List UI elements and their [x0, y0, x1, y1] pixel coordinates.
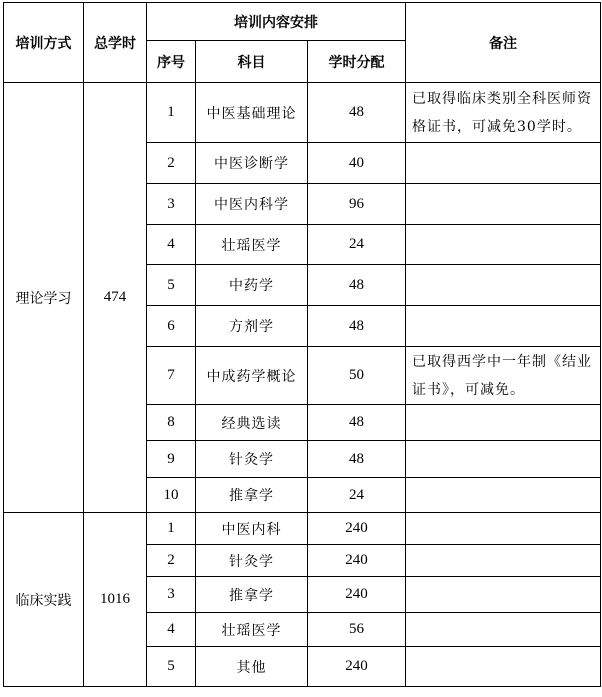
header-hours-alloc: 学时分配 [308, 41, 406, 83]
subject-cell: 其他 [196, 647, 308, 687]
header-content-arrangement: 培训内容安排 [147, 3, 406, 41]
subject-cell: 中药学 [196, 265, 308, 306]
seq-cell: 1 [147, 83, 196, 143]
hours-cell: 48 [308, 306, 406, 347]
hours-cell: 48 [308, 441, 406, 478]
remark-cell [406, 478, 601, 513]
training-schedule-table [3, 2, 601, 687]
seq-cell: 2 [147, 143, 196, 184]
table-row [4, 513, 601, 545]
remark-cell [406, 513, 601, 545]
subject-cell: 中成药学概论 [196, 347, 308, 405]
subject-cell: 针灸学 [196, 545, 308, 577]
hours-cell: 240 [308, 545, 406, 577]
seq-cell: 10 [147, 478, 196, 513]
hours-cell: 24 [308, 225, 406, 265]
seq-cell: 3 [147, 577, 196, 613]
seq-cell: 6 [147, 306, 196, 347]
seq-cell: 7 [147, 347, 196, 405]
subject-cell: 中医内科 [196, 513, 308, 545]
remark-cell [406, 306, 601, 347]
remark-cell [406, 441, 601, 478]
hours-cell: 240 [308, 513, 406, 545]
hours-cell: 48 [308, 405, 406, 441]
header-method: 培训方式 [4, 3, 84, 83]
remark-cell [406, 405, 601, 441]
hours-cell: 96 [308, 184, 406, 225]
subject-cell: 经典选读 [196, 405, 308, 441]
subject-cell: 推拿学 [196, 577, 308, 613]
hours-cell: 24 [308, 478, 406, 513]
remark-cell [406, 143, 601, 184]
header-subject: 科目 [196, 41, 308, 83]
remark-cell: 已取得西学中一年制《结业证书》，可减免。 [406, 347, 601, 405]
header-seq: 序号 [147, 41, 196, 83]
hours-cell: 50 [308, 347, 406, 405]
remark-cell [406, 225, 601, 265]
seq-cell: 9 [147, 441, 196, 478]
seq-cell: 5 [147, 265, 196, 306]
header-total-hours: 总学时 [84, 3, 147, 83]
subject-cell: 壮瑶医学 [196, 225, 308, 265]
seq-cell: 3 [147, 184, 196, 225]
seq-cell: 8 [147, 405, 196, 441]
total-theory: 474 [84, 83, 147, 513]
subject-cell: 壮瑶医学 [196, 613, 308, 647]
remark-cell [406, 545, 601, 577]
subject-cell: 推拿学 [196, 478, 308, 513]
table-row [4, 83, 601, 143]
remark-cell [406, 577, 601, 613]
remark-cell [406, 647, 601, 687]
seq-cell: 4 [147, 225, 196, 265]
total-practice: 1016 [84, 513, 147, 687]
method-practice: 临床实践 [4, 513, 84, 687]
hours-cell: 240 [308, 577, 406, 613]
seq-cell: 4 [147, 613, 196, 647]
subject-cell: 中医内科学 [196, 184, 308, 225]
hours-cell: 40 [308, 143, 406, 184]
remark-cell: 已取得临床类别全科医师资格证书，可减免30学时。 [406, 83, 601, 143]
remark-cell [406, 184, 601, 225]
seq-cell: 5 [147, 647, 196, 687]
hours-cell: 240 [308, 647, 406, 687]
method-theory: 理论学习 [4, 83, 84, 513]
hours-cell: 48 [308, 265, 406, 306]
seq-cell: 2 [147, 545, 196, 577]
subject-cell: 方剂学 [196, 306, 308, 347]
subject-cell: 针灸学 [196, 441, 308, 478]
hours-cell: 48 [308, 83, 406, 143]
subject-cell: 中医诊断学 [196, 143, 308, 184]
remark-cell [406, 613, 601, 647]
remark-cell [406, 265, 601, 306]
header-remarks: 备注 [406, 3, 601, 83]
seq-cell: 1 [147, 513, 196, 545]
hours-cell: 56 [308, 613, 406, 647]
subject-cell: 中医基础理论 [196, 83, 308, 143]
